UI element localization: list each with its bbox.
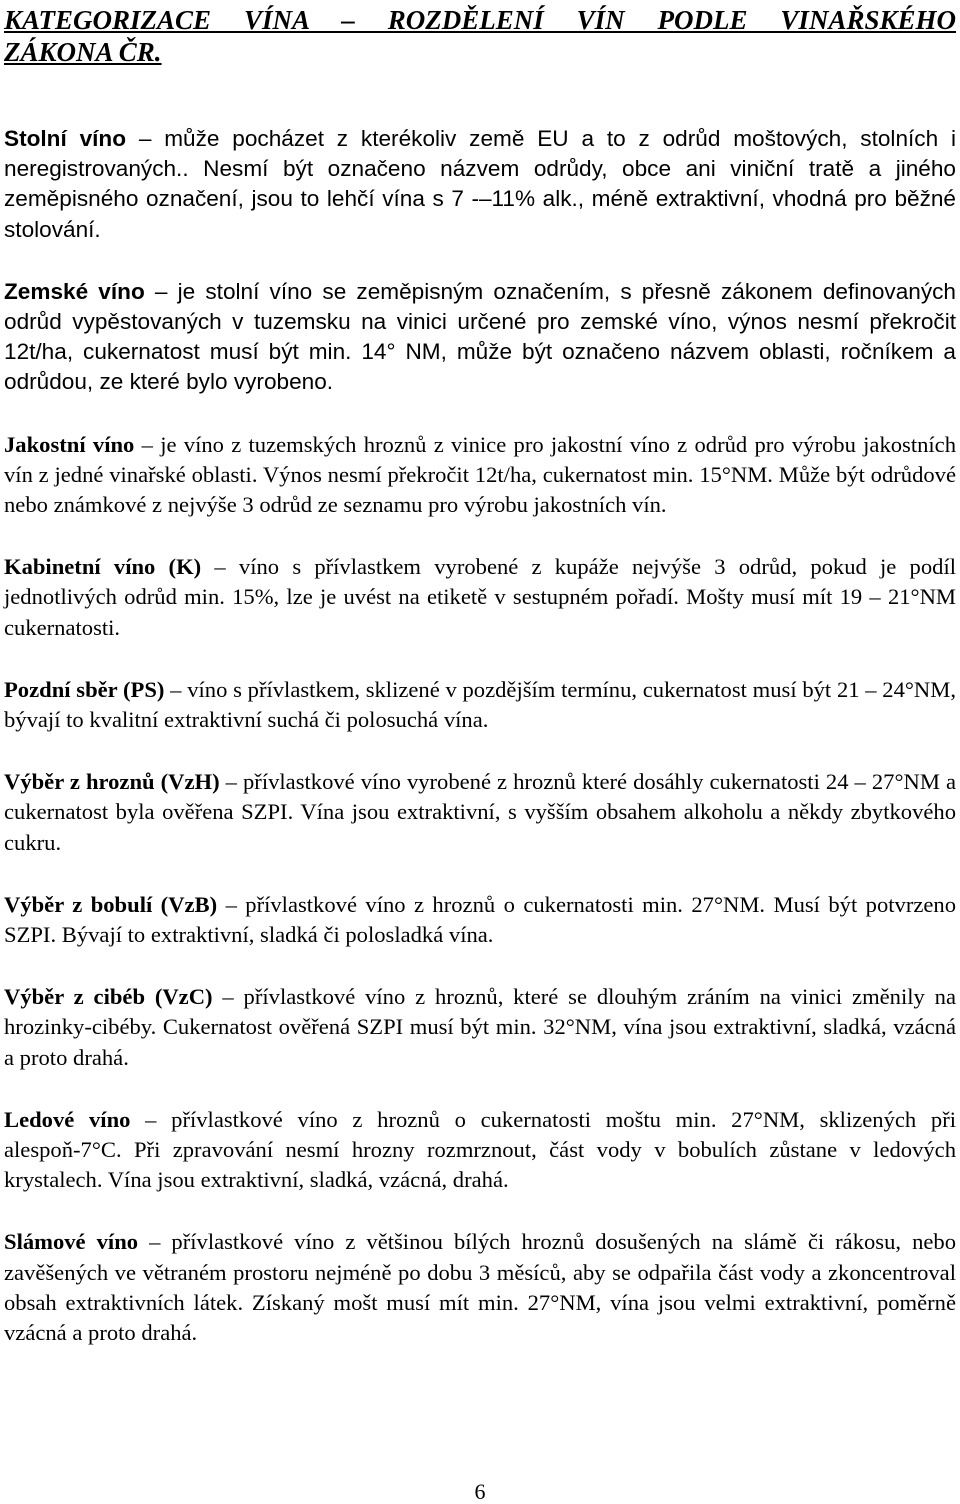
entry-pozdni-sber bbox=[4, 675, 956, 735]
entry-jakostni-vino bbox=[4, 430, 956, 521]
page-number: 6 bbox=[474, 1479, 486, 1504]
entry-term: Výběr z cibéb (VzC) bbox=[4, 984, 213, 1010]
entry-vyber-z-bobuli bbox=[4, 890, 956, 950]
entry-text: – přívlastkové víno z většinou bílých hroznů dosušených na slámě či rákosu, nebo zavěšených ve větraném prostoru nejméně po dobu 3 měsíců, aby se odpařila část vody a zkoncentroval obsah extraktivních látek. Získaný mošt musí mít min. 27°NM, vína jsou velmi extraktivní, poměrně vzácná a proto drahá. bbox=[4, 1229, 956, 1346]
page-title bbox=[4, 4, 956, 68]
entry-term: Zemské víno bbox=[4, 278, 145, 304]
entry-text: – přívlastkové víno z hroznů o cukernatosti moštu min. 27°NM, sklizených při alespoň-7°C. Při zpravování nesmí hrozny rozmrznout, část vody v bobulích zůstane v ledových krystalech. Vína jsou extraktivní, sladká, vzácná, drahá. bbox=[4, 1106, 956, 1193]
entry-term: Slámové víno bbox=[4, 1229, 139, 1255]
entry-term: Ledové víno bbox=[4, 1106, 131, 1132]
entry-kabinetni-vino bbox=[4, 552, 956, 643]
entry-text: – přívlastkové víno z hroznů, které se dlouhým zráním na vinici změnily na hrozinky-cibéby. Cukernatost ověřená SZPI musí být min. 32°NM, vína jsou extraktivní, sladká, vzácná a proto drahá. bbox=[4, 984, 956, 1070]
entry-text: – je stolní víno se zeměpisným označením, s přesně zákonem definovaných odrůd vypěstovaných v tuzemsku na vinici určené pro zemské víno, výnos nesmí překročit 12t/ha, cukernatost musí být min. 14° NM, může být označeno názvem oblasti, ročníkem a odrůdou, ze které bylo vyrobeno. bbox=[4, 278, 956, 395]
entry-vyber-z-cibeb bbox=[4, 982, 956, 1073]
title-line-1: KATEGORIZACE VÍNA – ROZDĚLENÍ VÍN PODLE VINAŘSKÉHO bbox=[4, 5, 956, 35]
entry-term: Kabinetní víno (K) bbox=[4, 554, 202, 580]
entry-slamove-vino bbox=[4, 1227, 956, 1348]
entry-text: – je víno z tuzemských hroznů z vinice pro jakostní víno z odrůd pro výrobu jakostních vín z jedné vinařské oblasti. Výnos nesmí překročit 12t/ha, cukernatost min. 15°NM. Může být odrůdové nebo známkové z nejvýše 3 odrůd ze seznamu pro výrobu jakostních vín. bbox=[4, 431, 957, 518]
entry-text: – víno s přívlastkem vyrobené z kupáže nejvýše 3 odrůd, pokud je podíl jednotlivých odrůd min. 15%, lze je uvést na etiketě v sestupném pořadí. Mošty musí mít 19 – 21°NM cukernatosti. bbox=[4, 554, 956, 640]
entry-term: Výběr z hroznů (VzH) bbox=[4, 769, 220, 795]
entry-term: Stolní víno bbox=[4, 126, 127, 151]
entry-term: Pozdní sběr (PS) bbox=[4, 676, 165, 702]
entry-stolni-vino bbox=[4, 124, 956, 245]
entry-ledove-vino bbox=[4, 1105, 956, 1196]
document-page bbox=[4, 4, 956, 1380]
entry-term: Výběr z bobulí (VzB) bbox=[4, 891, 218, 917]
entry-term: Jakostní víno bbox=[4, 431, 135, 457]
entry-text: – přívlastkové víno vyrobené z hroznů které dosáhly cukernatosti 24 – 27°NM a cukernatost byla ověřena SZPI. Vína jsou extraktivní, s vyšším obsahem alkoholu a někdy zbytkového cukru. bbox=[4, 769, 956, 855]
entry-text: – víno s přívlastkem, sklizené v pozdějším termínu, cukernatost musí být 21 – 24°NM, bývají to kvalitní extraktivní suchá či polosuchá vína. bbox=[4, 676, 956, 733]
entry-text: – přívlastkové víno z hroznů o cukernatosti min. 27°NM. Musí být potvrzeno SZPI. Bývají to extraktivní, sladká či polosladká vína. bbox=[4, 891, 956, 948]
entry-zemske-vino bbox=[4, 277, 956, 398]
entry-vyber-z-hroznu bbox=[4, 767, 956, 858]
title-line-2: ZÁKONA ČR. bbox=[4, 37, 162, 67]
entry-text: – může pocházet z kterékoliv země EU a to z odrůd moštových, stolních i neregistrovaných.. Nesmí být označeno názvem odrůdy, obce ani viniční tratě a jiného zeměpisného označení, jsou to lehčí vína s 7 -–11% alk., méně extraktivní, vhodná pro běžné stolování. bbox=[4, 126, 956, 242]
